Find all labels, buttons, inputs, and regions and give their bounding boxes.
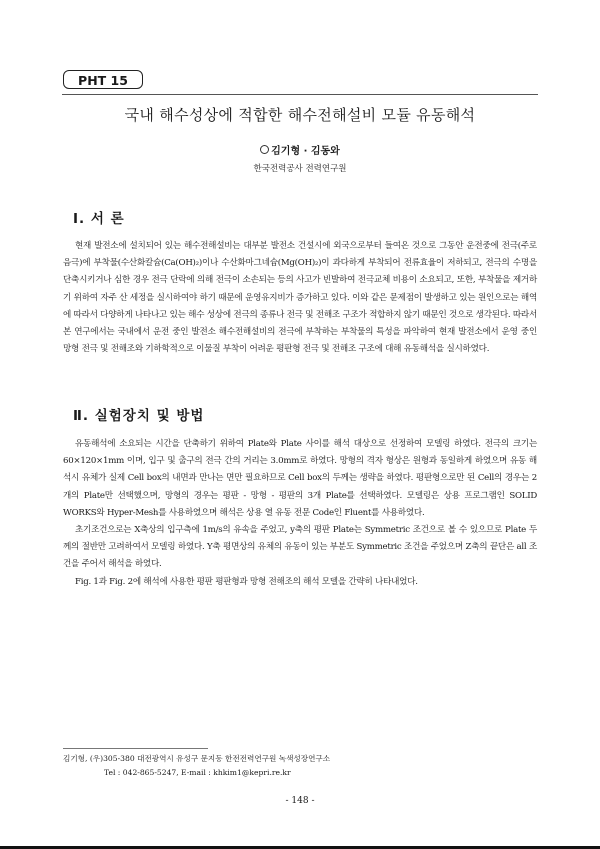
footnote	[63, 752, 537, 780]
paragraph: 유동해석에 소요되는 시간을 단축하기 위하여 Plate와 Plate 사이를 해석 대상으로 선정하여 모델링 하였다. 전극의 크기는 60×120×1mm 이며, 입구 및 출구의 전극 간의 거리는 3.0mm로 하였다. 망형의 격자 형상은 원형과 동일하게 하였으며 유동 해석시 유체가 실제 Cell box의 내면과 만나는 면만 필요하므로 Cell box의 두께는 생략을 하였다. 평판형으로만 된 Cell의 경우는 2개의 Plate만 선택했으며, 망형의 경우는 평판 - 망형 - 평판의 3개 Plate를 선택하였다. 모델링은 상용 프로그램인 SOLID WORKS와 Hyper-Mesh를 사용하였으며 해석은 상용 열 유동 전문 Code인 Fluent를 사용하였다.	[63, 439, 537, 518]
section-intro-body	[63, 238, 537, 358]
section-heading-intro: Ⅰ. 서 론	[73, 211, 125, 227]
author-names: 김기형 · 김동와	[271, 146, 340, 157]
affiliation: 한국전력공사 전력연구원	[253, 164, 347, 174]
section-heading-methods: Ⅱ. 실험장치 및 방법	[73, 408, 205, 424]
presenter-circle-icon	[260, 145, 269, 154]
paper-title: 국내 해수성상에 적합한 해수전해설비 모듈 유동해석	[124, 106, 476, 124]
page-number: - 148 -	[285, 796, 315, 806]
paragraph: 초기조건으로는 X축상의 입구측에 1m/s의 유속을 주었고, y축의 평판 Plate는 Symmetric 조건으로 볼 수 있으므로 Plate 두께의 절반만 고려하여서 모델링 하였다. Y축 평면상의 유체의 유동이 있는 부분도 Symmetric 조건을 주었으며 Z축의 끝단은 all 조건을 주어서 해석을 하였다.	[63, 525, 537, 570]
header-rule	[62, 94, 538, 95]
paragraph: Fig. 1과 Fig. 2에 해석에 사용한 평판 평판형과 망형 전해조의 해석 모델을 간략히 나타내었다.	[75, 576, 418, 587]
session-tag: PHT 15	[63, 70, 143, 89]
footnote-address: 김기형, (우)305-380 대전광역시 유성구 문지동 한전전력연구원 녹색성장연구소	[63, 754, 331, 763]
footnote-rule	[63, 748, 208, 749]
paragraph: 현재 발전소에 설치되어 있는 해수전해설비는 대부분 발전소 건설시에 외국으로부터 들여온 것으로 그동안 운전중에 전극(주로 음극)에 부착물(수산화칼슘(Ca(OH)₂)이나 수산화마그네슘(Mg(OH)₂)이 과다하게 부착되어 전류효율이 저하되고, 전극의 수명을 단축시키거나 심한 경우 전극 단락에 의해 전극이 소손되는 등의 사고가 빈발하여 전극교체 비용이 소요되고, 또한, 부착물을 제거하기 위하여 자주 산 세정을 실시하여야 하기 때문에 운영유지비가 증가하고 있다. 이와 같은 문제점이 발생하고 있는 원인으로는 해역에 따라서 다양하게 나타나고 있는 해수 성상에 전극의 종류나 전극 및 전해조 구조가 적합하지 않기 때문인 것으로 생각된다. 따라서 본 연구에서는 국내에서 운전 중인 발전소 해수전해설비의 전극에 부착하는 부착물의 특성을 파악하여 현재 발전소에서 운영 중인 망형 전극 및 전해조와 기하학적으로 이물질 부착이 어려운 평판형 전극 및 전해조 구조에 대해 유동해석을 실시하였다.	[63, 241, 537, 355]
authors	[0, 142, 600, 157]
section-methods-body	[63, 436, 537, 591]
footnote-contact: Tel : 042-865-5247, E-mail : khkim1@kepri.re.kr	[104, 768, 291, 777]
